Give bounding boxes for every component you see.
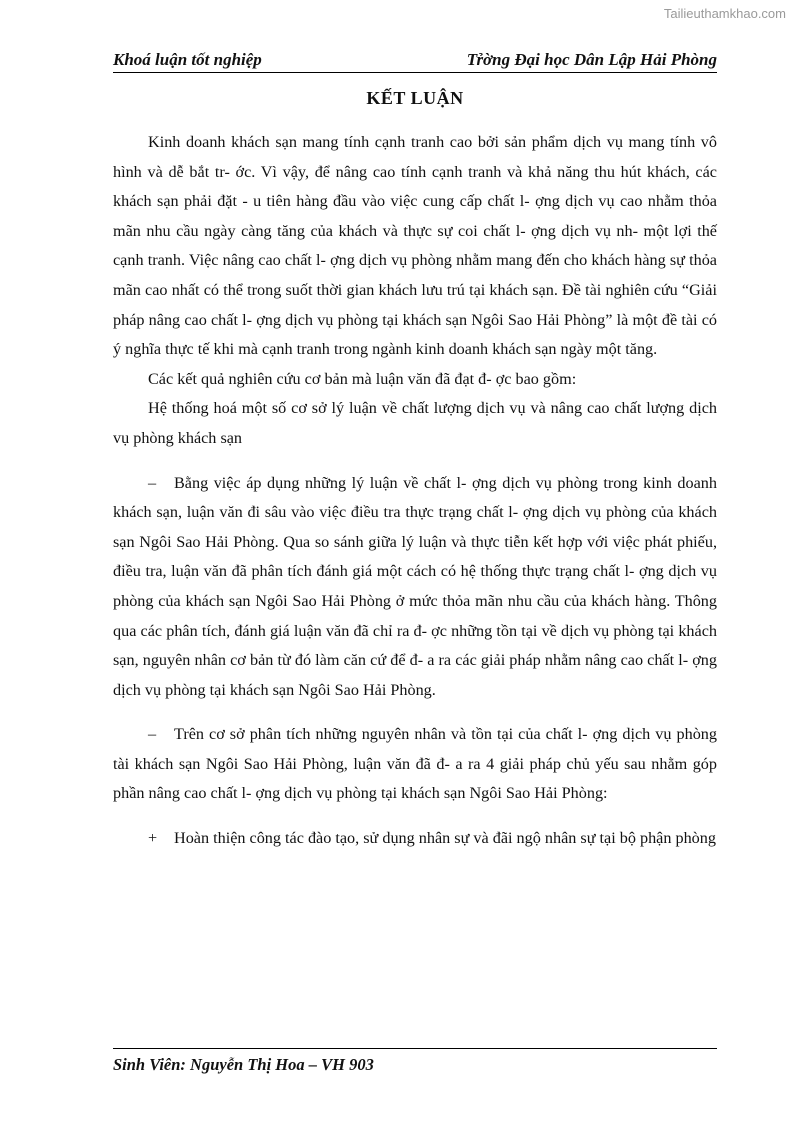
header-thesis-label: Khoá luận tốt nghiệp	[113, 50, 262, 69]
bullet-item	[113, 720, 717, 809]
bullet-text: Trên cơ sở phân tích những nguyên nhân và tồn tại của chất l- ợng dịch vụ phòng tài khách sạn Ngôi Sao Hải Phòng, luận văn đã đ- a ra 4 giải pháp chủ yếu sau nhằm góp phần nâng cao chất l- ợng dịch vụ phòng tại khách sạn Ngôi Sao Hải Phòng:	[113, 725, 717, 803]
plus-bullet-icon: +	[148, 829, 158, 848]
dash-bullet-icon: –	[148, 725, 157, 744]
document-body	[113, 128, 717, 854]
paragraph-results-lead: Các kết quả nghiên cứu cơ bản mà luận văn đã đạt đ- ợc bao gồm:	[148, 369, 577, 388]
bullet-text: Hoàn thiện công tác đào tạo, sử dụng nhân sự và đãi ngộ nhân sự tại bộ phận phòng	[174, 829, 716, 848]
dash-bullet-icon: –	[148, 473, 157, 492]
bullet-item	[113, 824, 717, 854]
header-divider	[113, 72, 717, 73]
page-title: KẾT LUẬN	[366, 88, 464, 108]
page-footer: Sinh Viên: Nguyễn Thị Hoa – VH 903	[113, 1055, 374, 1074]
header-university-name: Tr̉ờng Đại học Dân Lập Hải Phòng	[466, 50, 717, 69]
footer-divider	[113, 1048, 717, 1049]
watermark: Tailieuthamkhao.com	[663, 6, 786, 21]
paragraph-theory: Hệ thống hoá một số cơ sở lý luận về chất lượng dịch vụ và nâng cao chất lượng dịch vụ phòng khách sạn	[113, 399, 717, 447]
bullet-text: Bằng việc áp dụng những lý luận về chất l- ợng dịch vụ phòng trong kinh doanh khách sạn, luận văn đi sâu vào việc điều tra thực trạng chất l- ợng dịch vụ phòng của khách sạn Ngôi Sao Hải Phòng. Qua so sánh giữa lý luận và thực tiễn kết hợp với việc phát phiếu, điều tra, luận văn đã phân tích đánh giá một cách có hệ thống thực trạng chất l- ợng dịch vụ phòng của khách sạn Ngôi Sao Hải Phòng ở mức thỏa mãn nhu cầu của khách hàng. Thông qua các phân tích, đánh giá luận văn đã chỉ ra đ- ợc những tồn tại về dịch vụ phòng tại khách sạn, nguyên nhân cơ bản từ đó làm căn cứ để đ- a ra các giải pháp nhằm nâng cao chất l- ợng dịch vụ phòng tại khách sạn Ngôi Sao Hải Phòng.	[113, 473, 717, 699]
bullet-item	[113, 469, 717, 706]
paragraph-intro: Kinh doanh khách sạn mang tính cạnh tranh cao bởi sản phẩm dịch vụ mang tính vô hình và dễ bắt tr- ớc. Vì vậy, để nâng cao tính cạnh tranh và khả năng thu hút khách, các khách sạn phải đặt - u tiên hàng đầu vào việc cung cấp chất l- ợng dịch vụ cao nhằm thỏa mãn nhu cầu ngày càng tăng của khách và thực sự coi chất l- ợng dịch vụ nh- một lợi thế cạnh tranh. Việc nâng cao chất l- ợng dịch vụ phòng nhằm mang đến cho khách hàng sự thỏa mãn cao nhất có thể trong suốt thời gian khách lưu trú tại khách sạn. Đề tài nghiên cứu “Giải pháp nâng cao chất l- ợng dịch vụ phòng tại khách sạn Ngôi Sao Hải Phòng” là một đề tài có ý nghĩa thực tế khi mà cạnh tranh trong ngành kinh doanh khách sạn ngày một tăng.	[113, 133, 717, 359]
